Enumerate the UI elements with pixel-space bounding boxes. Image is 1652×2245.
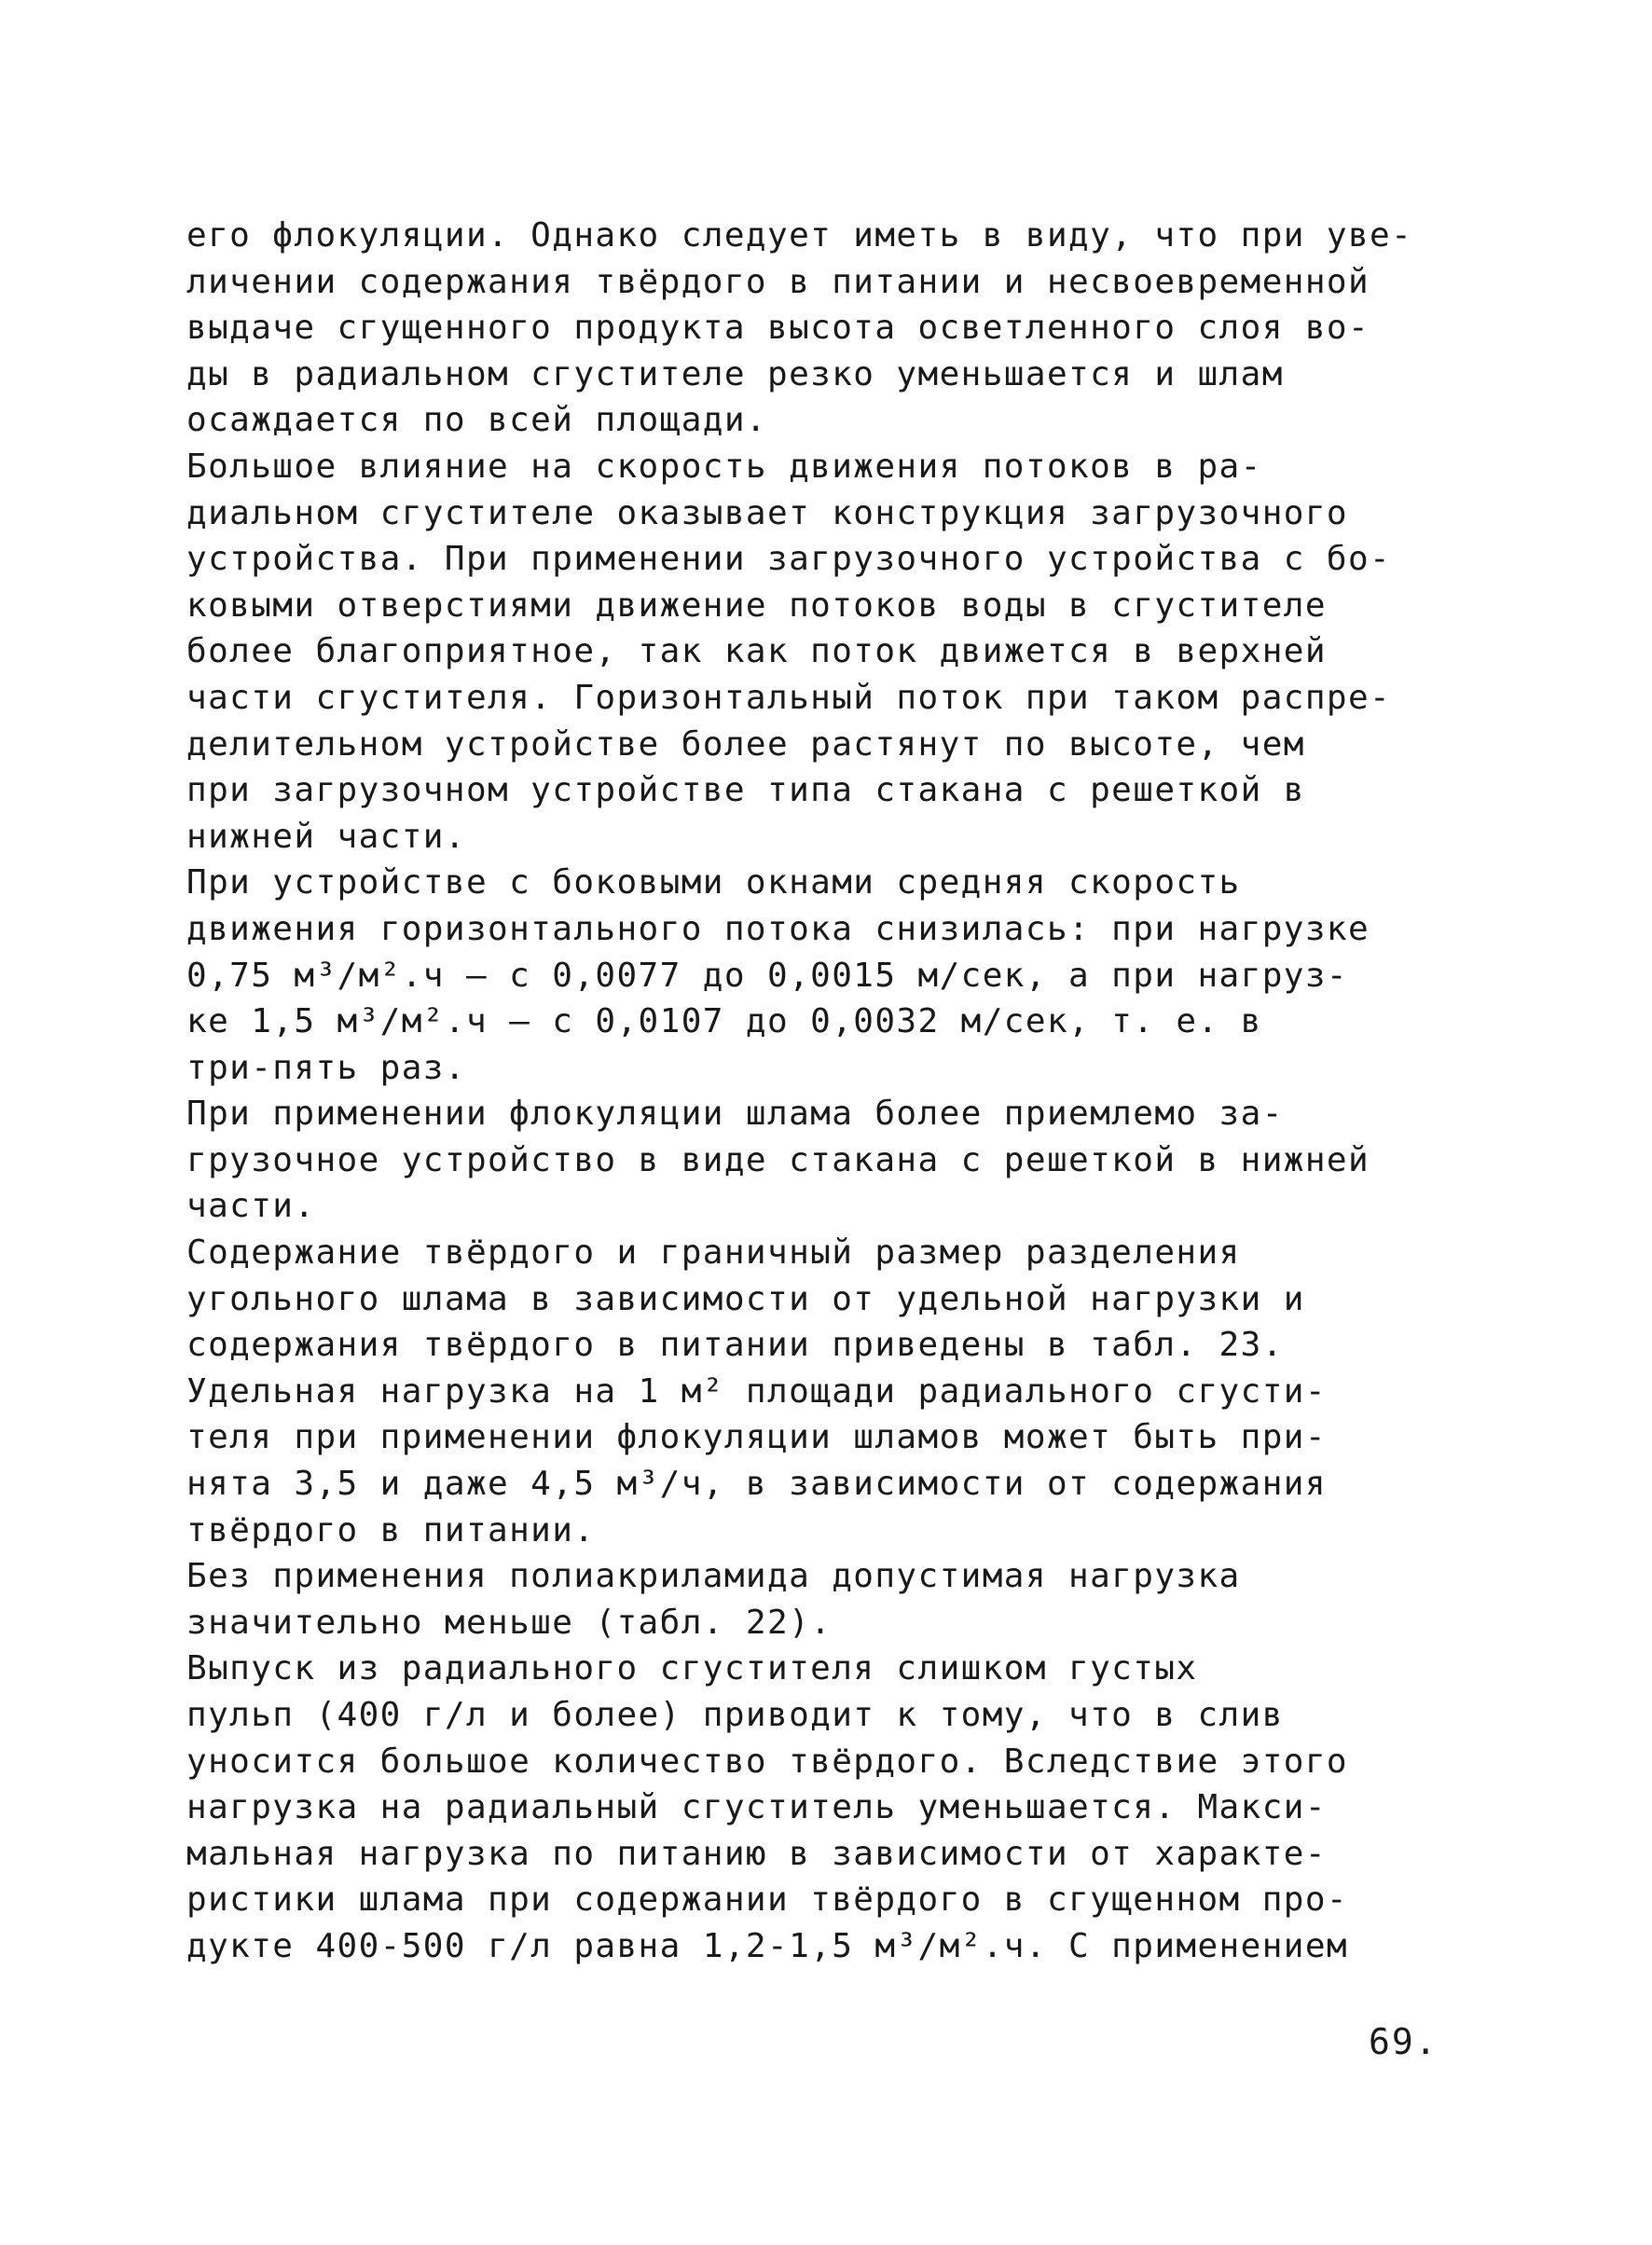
text-line: 0,75 м³/м².ч – с 0,0077 до 0,0015 м/сек, а при нагруз- [186, 956, 1348, 995]
text-line: более благоприятное, так как поток движется в верхней [186, 632, 1327, 671]
text-line: твёрдого в питании. [186, 1510, 596, 1549]
text-line: ристики шлама при содержании твёрдого в сгущенном про- [186, 1880, 1348, 1920]
text-line: устройства. При применении загрузочного устройства с бо- [186, 540, 1392, 579]
text-line: Удельная нагрузка на 1 м² площади радиального сгусти- [186, 1371, 1327, 1411]
text-line: угольного шлама в зависимости от удельной нагрузки и [186, 1279, 1305, 1318]
text-line: части. [186, 1187, 316, 1226]
text-line: мальная нагрузка по питанию в зависимости от характе- [186, 1834, 1327, 1873]
text-line: диальном сгустителе оказывает конструкция загрузочного [186, 493, 1348, 532]
text-line: ке 1,5 м³/м².ч – с 0,0107 до 0,0032 м/сек, т. е. в [186, 1002, 1262, 1041]
text-line: ковыми отверстиями движение потоков воды в сгустителе [186, 585, 1327, 625]
text-line: его флокуляции. Однако следует иметь в виду, что при уве- [186, 216, 1413, 255]
text-line: части сгустителя. Горизонтальный поток при таком распре- [186, 678, 1392, 717]
text-line: движения горизонтального потока снизилась: при нагрузке [186, 909, 1370, 948]
page-number: 69. [1369, 2021, 1439, 2062]
text-line: нята 3,5 и даже 4,5 м³/ч, в зависимости от содержания [186, 1465, 1327, 1504]
text-line: ды в радиальном сгустителе резко уменьшается и шлам [186, 354, 1284, 393]
text-line: Без применения полиакриламида допустимая нагрузка [186, 1557, 1241, 1596]
text-line: нижней части. [186, 817, 466, 856]
text-line: дукте 400-500 г/л равна 1,2-1,5 м³/м².ч. С применением [186, 1926, 1348, 1965]
text-line: личении содержания твёрдого в питании и несвоевременной [186, 262, 1370, 301]
text-line: нагрузка на радиальный сгуститель уменьшается. Макси- [186, 1788, 1327, 1827]
text-line: уносится большое количество твёрдого. Вследствие этого [186, 1742, 1348, 1781]
text-line: значительно меньше (табл. 22). [186, 1603, 833, 1642]
text-line: Выпуск из радиального сгустителя слишком густых [186, 1649, 1198, 1688]
text-line: три-пять раз. [186, 1048, 466, 1087]
text-line: грузочное устройство в виде стакана с решеткой в нижней [186, 1140, 1370, 1179]
text-line: Большое влияние на скорость движения потоков в ра- [186, 447, 1262, 486]
text-line: теля при применении флокуляции шламов может быть при- [186, 1418, 1327, 1457]
text-line: содержания твёрдого в питании приведены в табл. 23. [186, 1326, 1284, 1365]
text-line: При устройстве с боковыми окнами средняя скорость [186, 863, 1241, 902]
body-text [186, 213, 1492, 1970]
text-line: Содержание твёрдого и граничный размер разделения [186, 1233, 1241, 1273]
text-line: выдаче сгущенного продукта высота осветленного слоя во- [186, 309, 1370, 348]
text-line: делительном устройстве более растянут по высоте, чем [186, 724, 1305, 764]
text-line: осаждается по всей площади. [186, 401, 767, 440]
text-line: При применении флокуляции шлама более приемлемо за- [186, 1095, 1284, 1134]
text-line: при загрузочном устройстве типа стакана с решеткой в [186, 771, 1305, 810]
text-line: пульп (400 г/л и более) приводит к тому, что в слив [186, 1696, 1284, 1734]
